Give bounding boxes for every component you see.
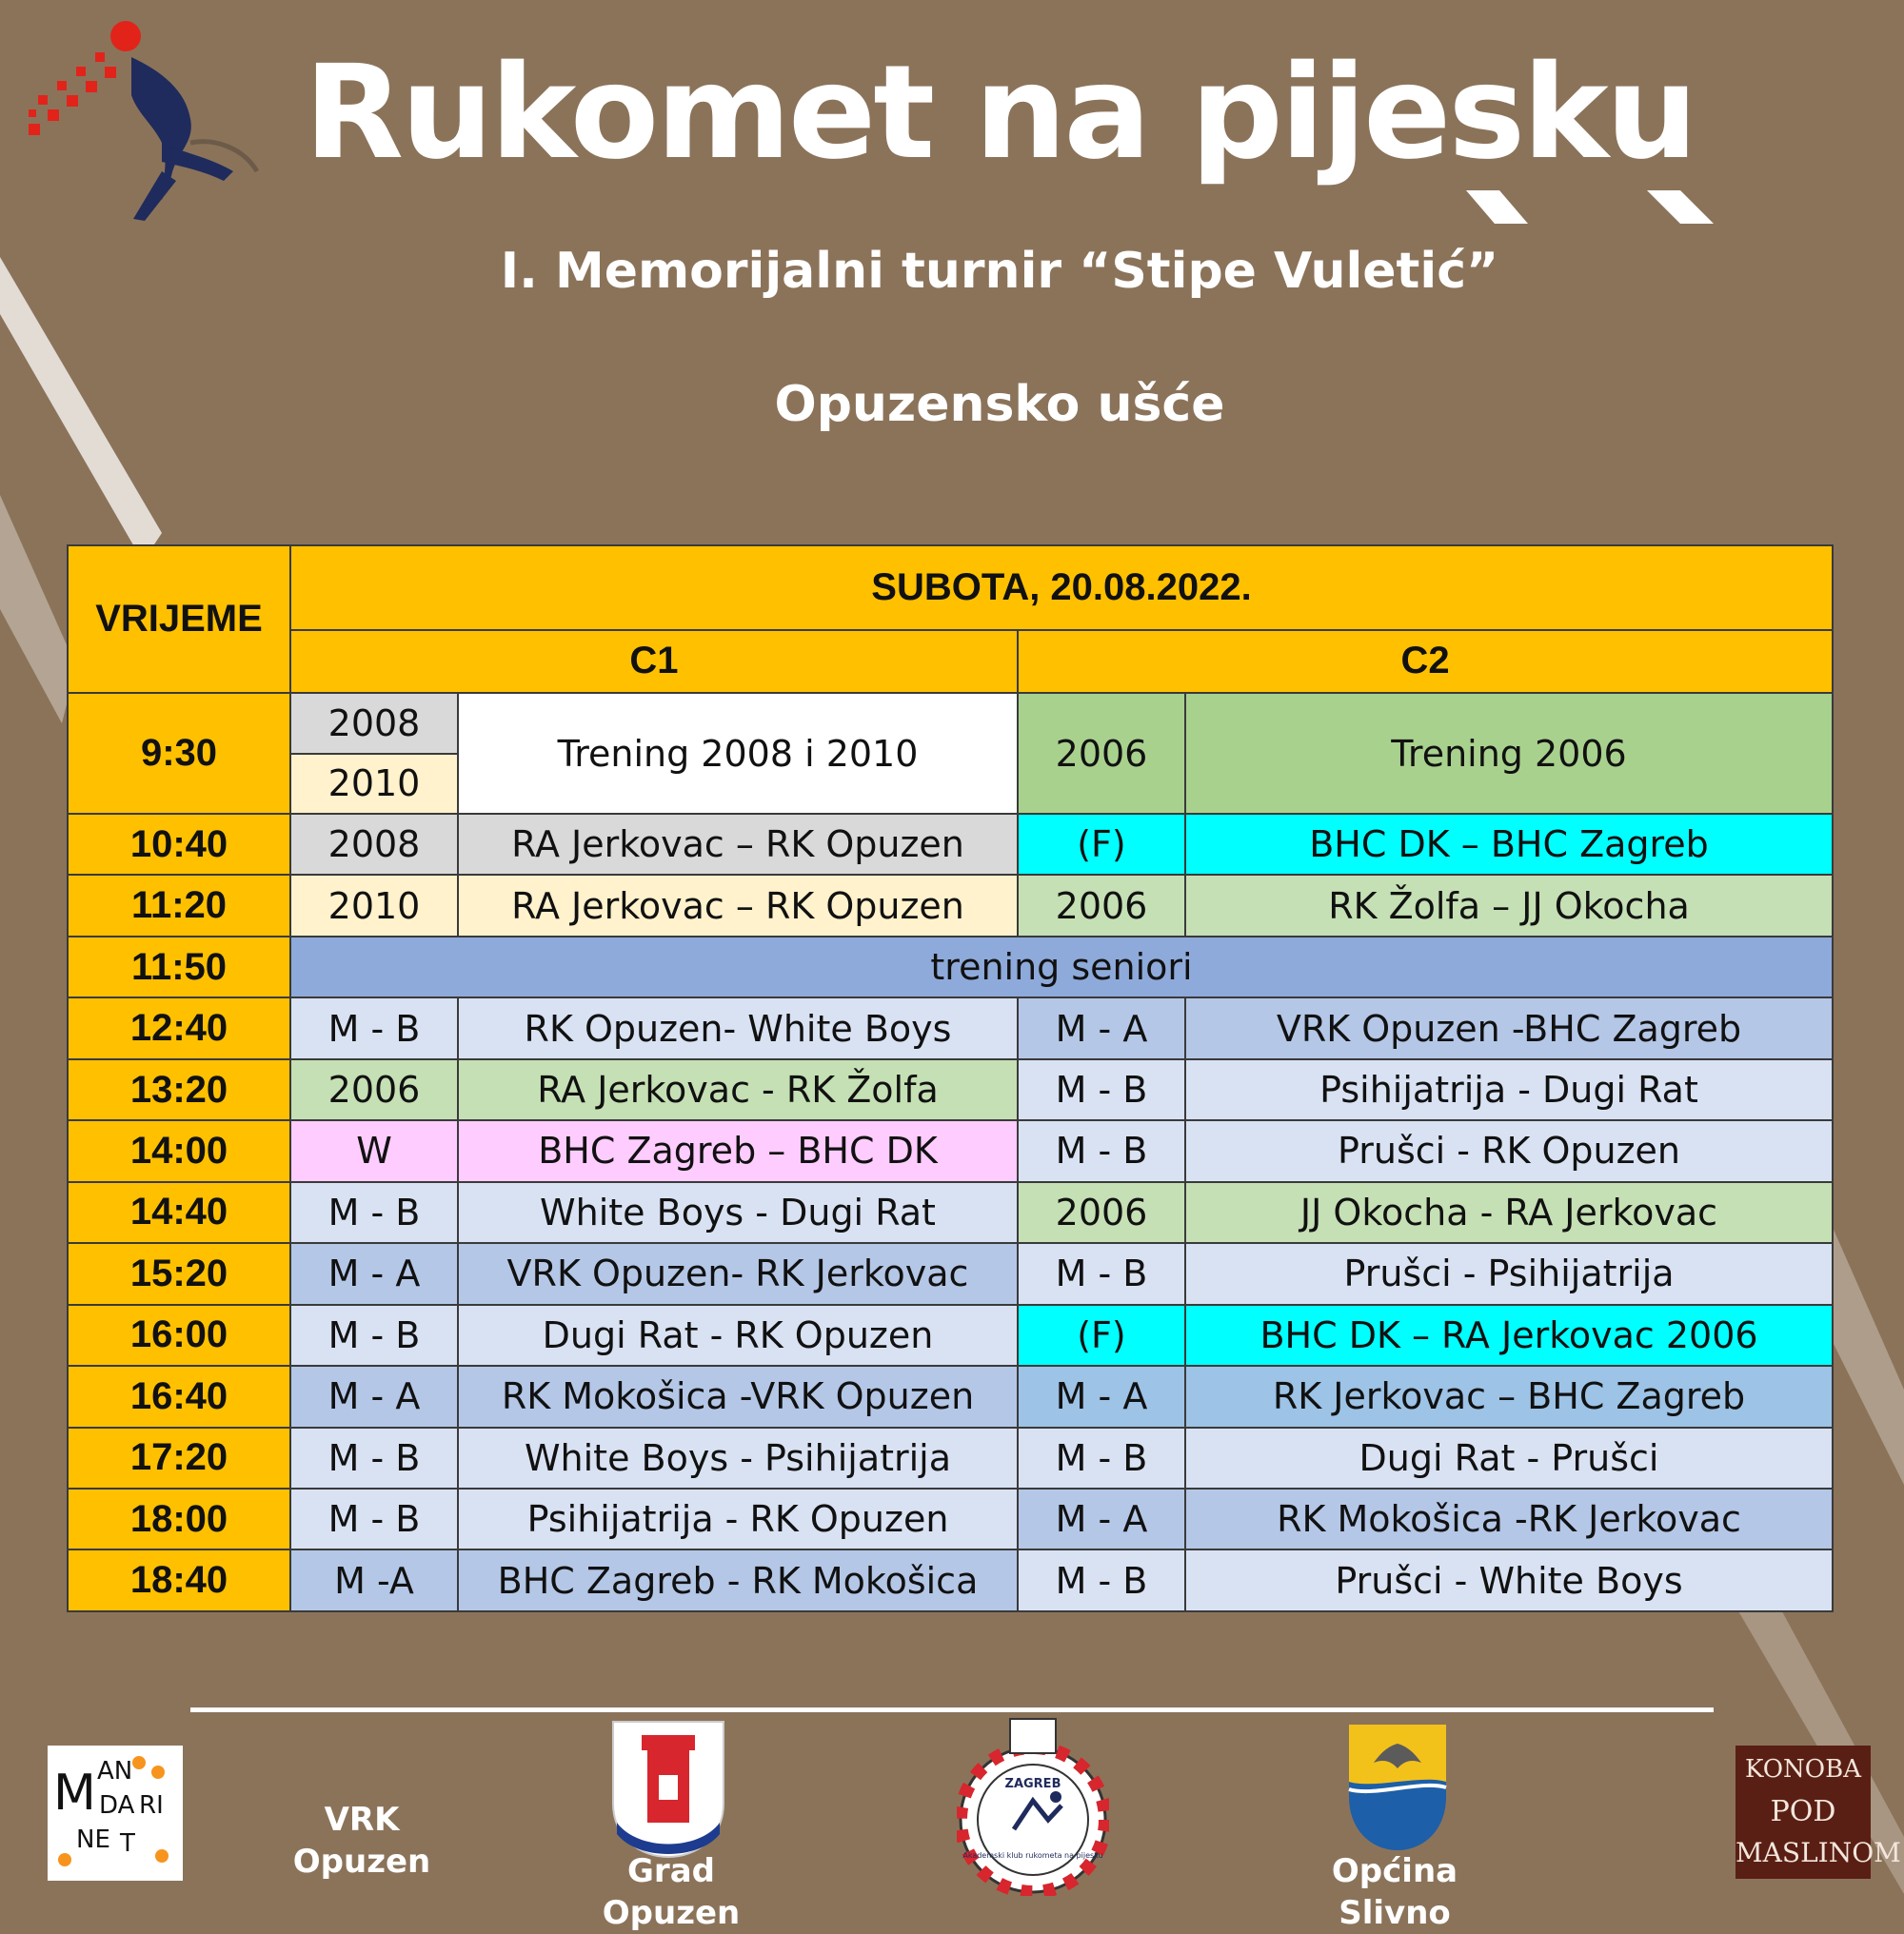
time-cell: 18:00 — [68, 1489, 290, 1549]
time-cell: 17:20 — [68, 1428, 290, 1489]
table-row — [68, 1428, 1833, 1489]
category-cell: M - A — [290, 1366, 458, 1427]
match-cell: RK Mokošica -RK Jerkovac — [1185, 1489, 1833, 1549]
time-cell: 10:40 — [68, 814, 290, 875]
category-cell: 2010 — [290, 875, 458, 936]
match-cell: VRK Opuzen -BHC Zagreb — [1185, 997, 1833, 1058]
match-cell: Prušci - Psihijatrija — [1185, 1243, 1833, 1304]
table-row — [68, 1243, 1833, 1304]
svg-text:Akademski klub rukometa na pij: Akademski klub rukometa na pijesku — [962, 1851, 1103, 1860]
location-label: Opuzensko ušće — [774, 376, 1225, 433]
page-title: Rukomet na pijesku — [304, 38, 1696, 188]
category-cell: M - A — [1018, 997, 1185, 1058]
match-cell: Trening 2006 — [1185, 693, 1833, 814]
category-cell: M - B — [290, 997, 458, 1058]
time-cell: 14:40 — [68, 1182, 290, 1243]
category-cell: M - B — [290, 1428, 458, 1489]
category-cell: M - B — [1018, 1428, 1185, 1489]
category-cell: M - A — [1018, 1366, 1185, 1427]
match-cell: RK Jerkovac – BHC Zagreb — [1185, 1366, 1833, 1427]
senior-training-band: trening seniori — [290, 937, 1833, 997]
tick-mark-1 — [1466, 190, 1528, 224]
match-cell: White Boys - Psihijatrija — [458, 1428, 1018, 1489]
time-cell: 18:40 — [68, 1549, 290, 1611]
match-cell: Dugi Rat - Prušci — [1185, 1428, 1833, 1489]
match-cell: JJ Okocha - RA Jerkovac — [1185, 1182, 1833, 1243]
match-cell: RK Mokošica -VRK Opuzen — [458, 1366, 1018, 1427]
match-cell: RA Jerkovac – RK Opuzen — [458, 875, 1018, 936]
table-row — [68, 937, 1833, 997]
day-header: SUBOTA, 20.08.2022. — [290, 545, 1833, 630]
svg-text:ZAGREB: ZAGREB — [1004, 1777, 1061, 1791]
category-cell: M - B — [1018, 1243, 1185, 1304]
time-cell: 15:20 — [68, 1243, 290, 1304]
table-row — [68, 1489, 1833, 1549]
category-cell: W — [290, 1120, 458, 1181]
category-cell: M - B — [1018, 1059, 1185, 1120]
akademski-klub-logo — [957, 1715, 1109, 1896]
category-cell: (F) — [1018, 1305, 1185, 1366]
category-cell: M - A — [290, 1243, 458, 1304]
table-row — [68, 1366, 1833, 1427]
schedule-table — [67, 544, 1834, 1612]
category-cell: (F) — [1018, 814, 1185, 875]
time-cell: 11:50 — [68, 937, 290, 997]
time-cell: 16:00 — [68, 1305, 290, 1366]
table-row — [68, 1059, 1833, 1120]
opcina-slivno-crest — [1345, 1721, 1450, 1854]
category-cell: M - A — [1018, 1489, 1185, 1549]
category-cell: M - B — [290, 1305, 458, 1366]
match-cell: RK Opuzen- White Boys — [458, 997, 1018, 1058]
grad-opuzen-label: Grad Opuzen — [602, 1852, 741, 1932]
handball-federation-logo — [19, 19, 276, 228]
match-cell: Psihijatrija - RK Opuzen — [458, 1489, 1018, 1549]
footer-divider — [190, 1707, 1714, 1712]
time-cell: 13:20 — [68, 1059, 290, 1120]
category-cell: 2006 — [290, 1059, 458, 1120]
match-cell: BHC DK – BHC Zagreb — [1185, 814, 1833, 875]
mandari-net-logo: M AN DA RI NE T — [48, 1746, 183, 1881]
table-row — [68, 1120, 1833, 1181]
match-cell: Trening 2008 i 2010 — [458, 693, 1018, 814]
opcina-slivno-label: Općina Slivno — [1331, 1852, 1458, 1932]
vrk-opuzen-label: VRK Opuzen — [292, 1801, 431, 1881]
category-cell: 2008 — [290, 693, 458, 753]
table-row — [68, 997, 1833, 1058]
time-cell: 14:00 — [68, 1120, 290, 1181]
time-column-header: VRIJEME — [68, 545, 290, 693]
court-1-header: C1 — [290, 630, 1018, 693]
table-row — [68, 1305, 1833, 1366]
tick-mark-2 — [1647, 190, 1714, 224]
match-cell: VRK Opuzen- RK Jerkovac — [458, 1243, 1018, 1304]
court-2-header: C2 — [1018, 630, 1833, 693]
table-row — [68, 1549, 1833, 1611]
category-cell: 2006 — [1018, 1182, 1185, 1243]
time-cell: 9:30 — [68, 693, 290, 814]
match-cell: Psihijatrija - Dugi Rat — [1185, 1059, 1833, 1120]
category-cell: M - B — [290, 1182, 458, 1243]
match-cell: BHC Zagreb – BHC DK — [458, 1120, 1018, 1181]
tournament-subtitle: I. Memorijalni turnir “Stipe Vuletić” — [500, 243, 1499, 300]
match-cell: BHC DK – RA Jerkovac 2006 — [1185, 1305, 1833, 1366]
grad-opuzen-crest — [609, 1718, 727, 1861]
category-cell: 2006 — [1018, 875, 1185, 936]
konoba-pod-maslinom-logo: KONOBA POD MASLINOM — [1735, 1746, 1871, 1879]
match-cell: BHC Zagreb - RK Mokošica — [458, 1549, 1018, 1611]
table-row — [68, 875, 1833, 936]
category-cell: 2006 — [1018, 693, 1185, 814]
category-cell: M - B — [1018, 1549, 1185, 1611]
time-cell: 11:20 — [68, 875, 290, 936]
match-cell: RK Žolfa – JJ Okocha — [1185, 875, 1833, 936]
table-row — [68, 1182, 1833, 1243]
table-row — [68, 814, 1833, 875]
category-cell: M - B — [1018, 1120, 1185, 1181]
match-cell: Prušci - White Boys — [1185, 1549, 1833, 1611]
category-cell: 2008 — [290, 814, 458, 875]
category-cell: 2010 — [290, 754, 458, 814]
match-cell: Dugi Rat - RK Opuzen — [458, 1305, 1018, 1366]
match-cell: White Boys - Dugi Rat — [458, 1182, 1018, 1243]
time-cell: 16:40 — [68, 1366, 290, 1427]
time-cell: 12:40 — [68, 997, 290, 1058]
category-cell: M - B — [290, 1489, 458, 1549]
match-cell: RA Jerkovac – RK Opuzen — [458, 814, 1018, 875]
category-cell: M -A — [290, 1549, 458, 1611]
match-cell: RA Jerkovac - RK Žolfa — [458, 1059, 1018, 1120]
match-cell: Prušci - RK Opuzen — [1185, 1120, 1833, 1181]
